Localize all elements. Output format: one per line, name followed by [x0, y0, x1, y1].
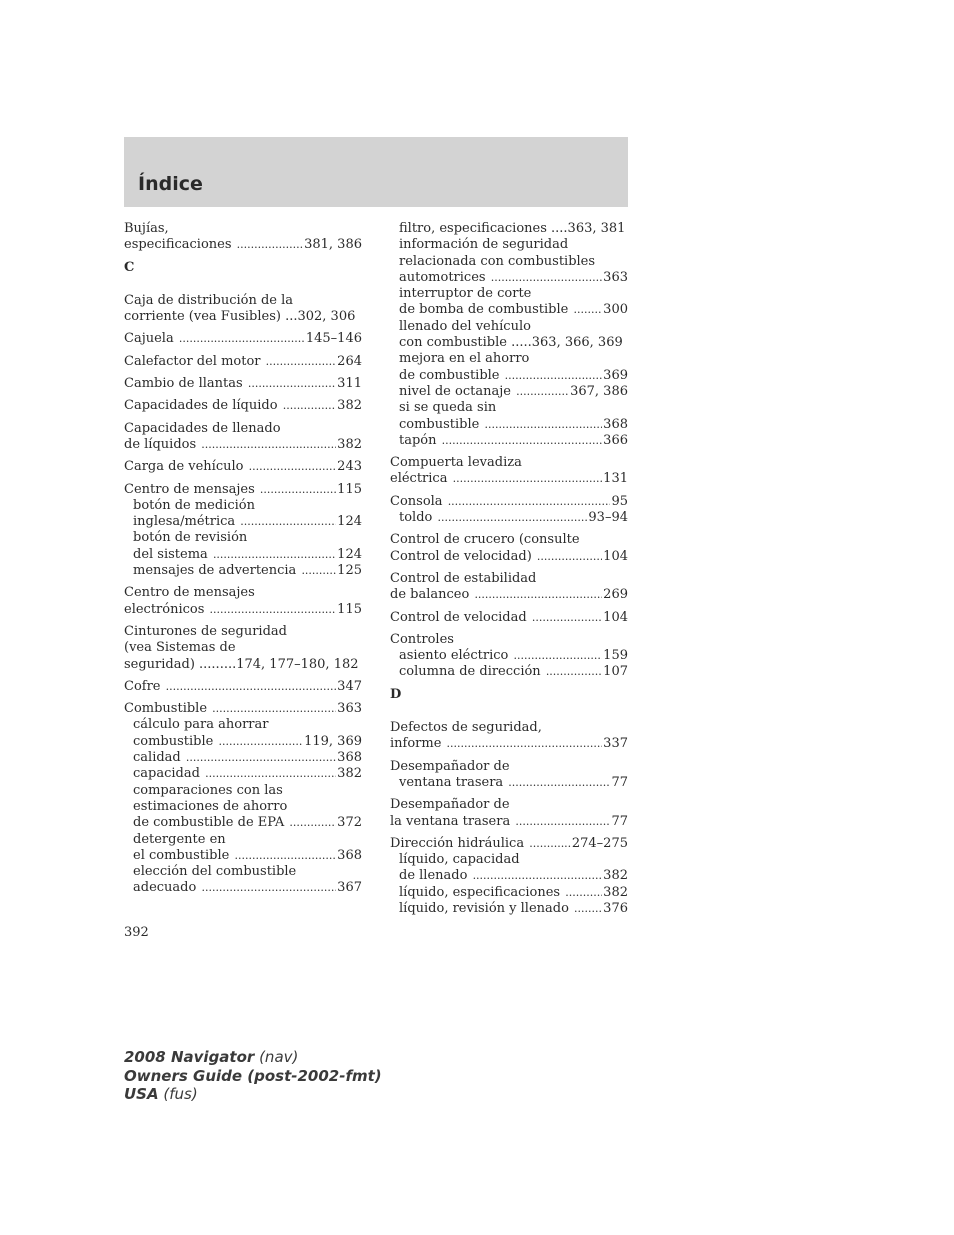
index-subentry-line	[390, 351, 628, 367]
index-subentry-line	[124, 717, 362, 733]
index-entry	[124, 354, 362, 370]
entry-text: líquido, capacidad	[399, 852, 520, 868]
index-entry-line	[390, 797, 628, 813]
entry-text: columna de dirección	[399, 664, 545, 680]
page-reference: 369	[603, 367, 628, 383]
entry-text: elección del combustible	[133, 864, 297, 880]
dot-leader	[249, 459, 337, 475]
index-entry	[124, 221, 362, 254]
entry-text: de llenado	[399, 868, 472, 884]
index-subentry-line	[390, 335, 628, 351]
dot-leader	[448, 494, 611, 510]
index-subentry-line	[390, 368, 628, 384]
entry-text: especificaciones	[124, 237, 236, 253]
index-entry-line	[390, 736, 628, 752]
dot-leader	[213, 547, 336, 563]
index-entry-line	[390, 720, 628, 736]
index-entry-line	[124, 331, 362, 347]
page-reference: 382	[337, 766, 362, 782]
page-reference: 95	[611, 493, 628, 509]
entry-text: eléctrica	[390, 471, 452, 487]
index-entry-line	[124, 398, 362, 414]
page-number: 392	[124, 925, 149, 940]
index-entry-line	[124, 354, 362, 370]
dot-leader	[473, 868, 603, 884]
index-subentry-line	[390, 510, 628, 526]
entry-text: líquido, especificaciones	[399, 884, 565, 900]
entry-text: Capacidades de llenado	[124, 420, 281, 436]
index-subentry-line	[124, 766, 362, 782]
entry-text: de balanceo	[390, 587, 474, 603]
index-subentry-line	[124, 750, 362, 766]
page-reference: 124	[337, 546, 362, 562]
entry-text: del sistema	[133, 546, 212, 562]
page-reference: 125	[337, 563, 362, 579]
index-entry-line	[390, 814, 628, 830]
entry-text: Controles	[390, 631, 454, 647]
dot-leader	[442, 433, 603, 449]
entry-text: de combustible	[399, 367, 504, 383]
page-reference: 382	[603, 884, 628, 900]
entry-text: Desempañador de	[390, 797, 510, 813]
index-subentry-line	[124, 547, 362, 563]
entry-text: Caja de distribución de la	[124, 292, 294, 308]
page-reference: 347	[337, 678, 362, 694]
dot-leader	[201, 437, 336, 453]
index-entry	[124, 482, 362, 580]
entry-text: Cambio de llantas	[124, 376, 247, 392]
page-reference: 382	[603, 868, 628, 884]
index-entry	[390, 632, 628, 681]
dot-leader	[565, 885, 602, 901]
index-entry-line	[390, 571, 628, 587]
page-title: Índice	[138, 173, 203, 195]
entry-text: adecuado	[133, 880, 201, 896]
entry-text: llenado del vehículo	[399, 318, 531, 334]
entry-text: comparaciones con las	[133, 782, 283, 798]
entry-text: información de seguridad	[399, 237, 569, 253]
dot-leader	[240, 514, 336, 530]
page-reference: 115	[337, 601, 362, 617]
index-subentry-line	[390, 417, 628, 433]
entry-text: corriente (vea Fusibles) ...302, 306	[124, 309, 356, 325]
entry-text: mensajes de advertencia	[133, 563, 301, 579]
index-subentry-line	[124, 514, 362, 530]
index-subentry-line	[124, 734, 362, 750]
entry-text: con combustible .....363, 366, 369	[399, 335, 623, 351]
entry-text: Control de velocidad)	[390, 548, 536, 564]
page-reference: 159	[603, 648, 628, 664]
index-letter-heading: C	[124, 259, 135, 275]
dot-leader	[260, 482, 336, 498]
entry-text: combustible	[133, 733, 218, 749]
entry-text: Calefactor del motor	[124, 353, 265, 369]
index-entry-line	[124, 221, 362, 237]
dot-leader	[205, 766, 336, 782]
page-reference: 363	[337, 701, 362, 717]
dot-leader	[301, 563, 336, 579]
page-reference: 274–275	[571, 835, 628, 851]
page-reference: 367	[337, 880, 362, 896]
dot-leader	[248, 376, 336, 392]
index-entry	[124, 331, 362, 347]
index-entry-line	[124, 293, 362, 309]
index-subentry-line	[390, 400, 628, 416]
dot-leader	[491, 270, 602, 286]
index-entry	[390, 455, 628, 488]
index-entry	[124, 585, 362, 618]
index-column-right	[390, 221, 628, 923]
page-reference: 337	[603, 736, 628, 752]
entry-text: automotrices	[399, 269, 490, 285]
page-reference: 367, 386	[570, 383, 628, 399]
entry-text: mejora en el ahorro	[399, 351, 530, 367]
dot-leader	[508, 775, 610, 791]
index-entry-line	[124, 624, 362, 640]
index-entry-line	[124, 459, 362, 475]
page-reference: 382	[337, 398, 362, 414]
section-header	[124, 137, 628, 207]
index-entry	[124, 679, 362, 695]
index-entry	[124, 459, 362, 475]
index-subentry-line	[390, 433, 628, 449]
entry-text: Control de estabilidad	[390, 570, 537, 586]
page-reference: 243	[337, 459, 362, 475]
entry-text: de líquidos	[124, 436, 201, 452]
entry-text: Combustible	[124, 701, 212, 717]
index-entry-line	[390, 549, 628, 565]
dot-leader	[573, 302, 602, 318]
index-subentry-line	[124, 815, 362, 831]
dot-leader	[179, 331, 305, 347]
dot-leader	[515, 814, 610, 830]
dot-leader	[212, 701, 336, 717]
index-subentry-line	[124, 530, 362, 546]
index-subentry-line	[124, 864, 362, 880]
entry-text: Desempañador de	[390, 758, 510, 774]
page-reference: 104	[603, 548, 628, 564]
dot-leader	[514, 648, 603, 664]
page-reference: 104	[603, 609, 628, 625]
dot-leader	[453, 471, 603, 487]
page-reference: 368	[337, 750, 362, 766]
entry-text: Compuerta levadiza	[390, 455, 522, 471]
dot-leader	[237, 237, 303, 253]
page-reference: 372	[337, 815, 362, 831]
page-reference: 77	[611, 774, 628, 790]
index-entry-line	[124, 437, 362, 453]
dot-leader	[186, 750, 336, 766]
dot-leader	[289, 815, 336, 831]
entry-text: botón de revisión	[133, 530, 248, 546]
index-subentry-line	[390, 868, 628, 884]
entry-text: Bujías,	[124, 221, 169, 236]
entry-text: relacionada con combustibles	[399, 253, 596, 269]
index-subentry-line	[124, 880, 362, 896]
index-subentry-line	[390, 775, 628, 791]
dot-leader	[485, 417, 603, 433]
entry-text: de bomba de combustible	[399, 302, 573, 318]
index-entry-line	[124, 482, 362, 498]
index-entry-line	[390, 610, 628, 626]
entry-text: ventana trasera	[399, 774, 508, 790]
index-entry-line	[390, 471, 628, 487]
index-subentry-line	[390, 885, 628, 901]
entry-text: líquido, revisión y llenado	[399, 900, 574, 916]
dot-leader	[474, 587, 602, 603]
entry-text: Consola	[390, 493, 447, 509]
page-reference: 381, 386	[304, 237, 362, 253]
dot-leader	[532, 610, 602, 626]
index-entry	[390, 532, 628, 565]
page-reference: 311	[337, 376, 362, 392]
entry-text: combustible	[399, 416, 484, 432]
index-entry	[390, 720, 628, 753]
index-entry-line	[390, 455, 628, 471]
dot-leader	[266, 354, 337, 370]
entry-text: seguridad) .........174, 177–180, 182	[124, 656, 359, 672]
page-reference: 264	[337, 353, 362, 369]
entry-text: el combustible	[133, 847, 234, 863]
page-reference: 368	[337, 847, 362, 863]
entry-text: de combustible de EPA	[133, 815, 289, 831]
index-entry	[390, 610, 628, 626]
index-entry	[390, 494, 628, 527]
footer-line: 2008 Navigator (nav)	[124, 1048, 299, 1066]
index-subentry-line	[390, 901, 628, 917]
entry-text: Cofre	[124, 678, 165, 694]
dot-leader	[537, 549, 602, 565]
index-entry-line	[390, 587, 628, 603]
dot-leader	[529, 836, 571, 852]
index-entry-line	[390, 494, 628, 510]
index-entry-line	[124, 421, 362, 437]
index-subentry-line	[124, 848, 362, 864]
entry-text: la ventana trasera	[390, 813, 515, 829]
entry-text: toldo	[399, 510, 437, 526]
entry-text: Centro de mensajes	[124, 481, 259, 497]
entry-text: interruptor de corte	[399, 286, 532, 302]
dot-leader	[166, 679, 337, 695]
dot-leader	[283, 398, 336, 414]
index-subentry-line	[124, 563, 362, 579]
index-subentry-line	[390, 270, 628, 286]
entry-text: asiento eléctrico	[399, 648, 513, 664]
entry-text: Capacidades de líquido	[124, 398, 282, 414]
entry-text: capacidad	[133, 766, 205, 782]
index-subentry-line	[390, 286, 628, 302]
index-subentry-line	[390, 254, 628, 270]
page-reference: 269	[603, 587, 628, 603]
index-entry-line	[124, 585, 362, 601]
entry-text: Carga de vehículo	[124, 459, 248, 475]
dot-leader	[210, 602, 337, 618]
page-reference: 77	[611, 813, 628, 829]
index-entry-line	[124, 237, 362, 253]
entry-text: electrónicos	[124, 601, 209, 617]
index-entry-line	[390, 532, 628, 548]
entry-text: filtro, especificaciones ....363, 381	[399, 221, 626, 236]
index-entry	[124, 398, 362, 414]
index-column-left	[124, 221, 362, 903]
index-entry	[390, 797, 628, 830]
index-entry	[124, 376, 362, 392]
page-reference: 124	[337, 514, 362, 530]
index-entry-line	[390, 836, 628, 852]
entry-text: Control de velocidad	[390, 609, 531, 625]
index-entry-line	[124, 309, 362, 325]
index-entry-line	[124, 701, 362, 717]
index-subentry-line	[390, 221, 628, 237]
entry-text: Dirección hidráulica	[390, 835, 529, 851]
index-subentry-line	[124, 783, 362, 799]
entry-text: Centro de mensajes	[124, 585, 255, 601]
page-reference: 376	[603, 900, 628, 916]
entry-text: (vea Sistemas de	[124, 640, 236, 656]
index-subentry-line	[390, 319, 628, 335]
index-entry	[390, 221, 628, 449]
page-reference: 300	[603, 302, 628, 318]
index-entry-line	[124, 602, 362, 618]
index-subentry-line	[390, 302, 628, 318]
index-entry	[124, 293, 362, 326]
index-entry-line	[124, 657, 362, 673]
index-subentry-line	[390, 384, 628, 400]
page-reference: 119, 369	[304, 733, 362, 749]
dot-leader	[219, 734, 304, 750]
index-entry	[124, 421, 362, 454]
page-reference: 382	[337, 436, 362, 452]
index-entry	[390, 759, 628, 792]
index-subentry-line	[390, 237, 628, 253]
index-entry-line	[124, 376, 362, 392]
footer-line: Owners Guide (post-2002-fmt)	[124, 1066, 382, 1085]
page-reference: 363	[603, 269, 628, 285]
index-entry	[124, 624, 362, 673]
entry-text: calidad	[133, 750, 185, 766]
index-entry-line	[124, 679, 362, 695]
index-entry	[124, 701, 362, 897]
dot-leader	[505, 368, 603, 384]
entry-text: Defectos de seguridad,	[390, 720, 542, 736]
page-reference: 368	[603, 416, 628, 432]
index-subentry-line	[390, 648, 628, 664]
entry-text: estimaciones de ahorro	[133, 798, 288, 814]
index-entry	[390, 836, 628, 917]
page-reference: 131	[603, 471, 628, 487]
entry-text: cálculo para ahorrar	[133, 717, 269, 733]
page-reference: 93–94	[588, 510, 628, 526]
index-entry-line	[124, 640, 362, 656]
dot-leader	[546, 664, 602, 680]
dot-leader	[574, 901, 602, 917]
document-footer	[124, 1048, 382, 1104]
index-entry-line	[390, 759, 628, 775]
index-subentry-line	[390, 664, 628, 680]
dot-leader	[447, 736, 603, 752]
dot-leader	[234, 848, 336, 864]
page-reference: 107	[603, 664, 628, 680]
page-reference: 366	[603, 432, 628, 448]
index-subentry-line	[124, 832, 362, 848]
footer-line: USA (fus)	[124, 1085, 198, 1103]
entry-text: nivel de octanaje	[399, 383, 516, 399]
entry-text: detergente en	[133, 831, 226, 847]
page-reference: 115	[337, 481, 362, 497]
dot-leader	[201, 880, 336, 896]
entry-text: Cajuela	[124, 331, 178, 347]
index-entry	[390, 571, 628, 604]
entry-text: informe	[390, 736, 446, 752]
index-subentry-line	[124, 498, 362, 514]
index-entry-line	[390, 632, 628, 648]
entry-text: inglesa/métrica	[133, 514, 240, 530]
index-subentry-line	[390, 852, 628, 868]
dot-leader	[438, 510, 588, 526]
dot-leader	[516, 384, 569, 400]
entry-text: Cinturones de seguridad	[124, 623, 287, 639]
index-subentry-line	[124, 799, 362, 815]
entry-text: Control de crucero (consulte	[390, 532, 580, 548]
page-reference: 145–146	[305, 331, 362, 347]
index-letter-heading: D	[390, 686, 402, 702]
entry-text: botón de medición	[133, 497, 255, 513]
entry-text: tapón	[399, 432, 441, 448]
entry-text: si se queda sin	[399, 400, 497, 416]
